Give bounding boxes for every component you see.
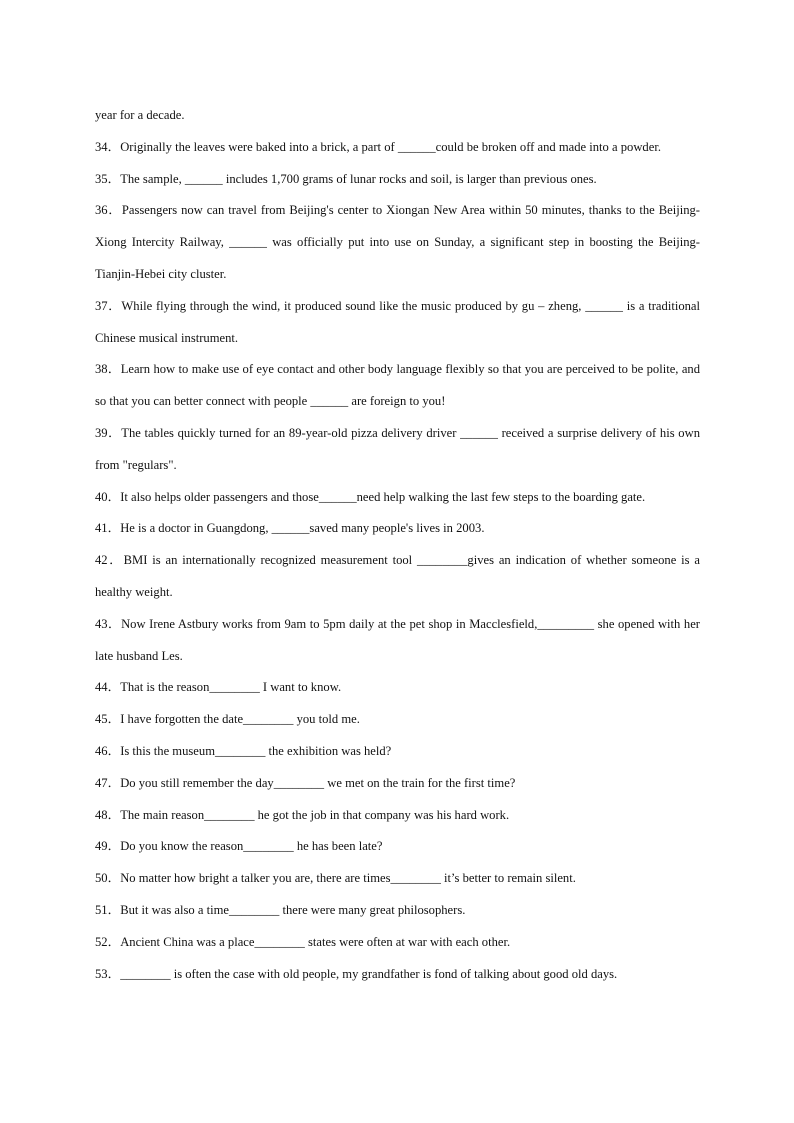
item-number: 52． xyxy=(95,934,121,949)
item-38 xyxy=(95,354,700,418)
item-number: 41． xyxy=(95,521,121,536)
item-text: No matter how bright a talker you are, there are times________ it’s better to remain silent. xyxy=(120,871,576,886)
item-48 xyxy=(95,800,700,832)
item-number: 43． xyxy=(95,616,122,631)
item-47 xyxy=(95,768,700,800)
document-page xyxy=(95,100,700,990)
item-number: 44． xyxy=(95,680,121,695)
item-number: 42． xyxy=(95,553,124,568)
item-text: Do you know the reason________ he has been late? xyxy=(120,839,383,854)
item-36 xyxy=(95,195,700,290)
item-number: 53． xyxy=(95,966,121,981)
item-41 xyxy=(95,513,700,545)
item-37 xyxy=(95,291,700,355)
item-text: Now Irene Astbury works from 9am to 5pm daily at the pet shop in Macclesfield,_________ she opened with her late husband Les. xyxy=(95,616,700,663)
item-text: Ancient China was a place________ states were often at war with each other. xyxy=(120,934,511,949)
item-number: 39． xyxy=(95,425,122,440)
item-45 xyxy=(95,704,700,736)
item-53 xyxy=(95,959,700,991)
item-35 xyxy=(95,164,700,196)
item-number: 38． xyxy=(95,362,121,377)
item-number: 34． xyxy=(95,139,121,154)
item-number: 47． xyxy=(95,775,121,790)
item-number: 35． xyxy=(95,171,121,186)
item-text: That is the reason________ I want to know. xyxy=(120,680,342,695)
item-text: It also helps older passengers and those______need help walking the last few steps to the boarding gate. xyxy=(120,489,646,504)
item-number: 40． xyxy=(95,489,121,504)
item-51 xyxy=(95,895,700,927)
item-number: 49． xyxy=(95,839,121,854)
item-number: 48． xyxy=(95,807,121,822)
item-text: The sample, ______ includes 1,700 grams of lunar rocks and soil, is larger than previous ones. xyxy=(120,171,597,186)
item-44 xyxy=(95,672,700,704)
item-number: 50． xyxy=(95,871,121,886)
item-text: The tables quickly turned for an 89-year-old pizza delivery driver ______ received a surprise delivery of his own from "regulars". xyxy=(95,425,700,472)
item-text: While flying through the wind, it produced sound like the music produced by gu – zheng, ______ is a traditional Chinese musical instrument. xyxy=(95,298,701,345)
item-text: I have forgotten the date________ you told me. xyxy=(120,712,360,727)
item-text: BMI is an internationally recognized measurement tool ________gives an indication of whether someone is a healthy weight. xyxy=(95,553,700,599)
item-text: Learn how to make use of eye contact and other body language flexibly so that you are perceived to be polite, and so that you can better connect with people ______ are foreign to you! xyxy=(95,362,701,409)
item-number: 37． xyxy=(95,298,122,313)
item-34 xyxy=(95,132,700,164)
item-cont: year for a decade. xyxy=(95,108,185,122)
item-text: The main reason________ he got the job in that company was his hard work. xyxy=(120,807,510,822)
item-number: 45． xyxy=(95,712,121,727)
item-number: 46． xyxy=(95,743,121,758)
item-text: Is this the museum________ the exhibition was held? xyxy=(120,743,392,758)
item-52 xyxy=(95,927,700,959)
item-39 xyxy=(95,418,700,482)
item-40 xyxy=(95,482,700,514)
item-number: 36． xyxy=(95,203,122,218)
item-50 xyxy=(95,863,700,895)
item-42 xyxy=(95,545,700,609)
item-text: ________ is often the case with old people, my grandfather is fond of talking about good old days. xyxy=(120,966,618,981)
item-43 xyxy=(95,609,700,673)
item-text: Do you still remember the day________ we met on the train for the first time? xyxy=(120,775,516,790)
item-text: Passengers now can travel from Beijing's center to Xiongan New Area within 50 minutes, thanks to the Beijing-Xiong Intercity Railway, ______ was officially put into use on Sunday, a significant step in boosting the Beijing-Tianjin-Hebei city cluster. xyxy=(95,203,700,281)
item-text: Originally the leaves were baked into a brick, a part of ______could be broken off and made into a powder. xyxy=(120,139,661,154)
item-46 xyxy=(95,736,700,768)
item-number: 51． xyxy=(95,902,121,917)
item-text: But it was also a time________ there were many great philosophers. xyxy=(120,902,466,917)
item-text: He is a doctor in Guangdong, ______saved many people's lives in 2003. xyxy=(120,521,485,536)
item-49 xyxy=(95,831,700,863)
